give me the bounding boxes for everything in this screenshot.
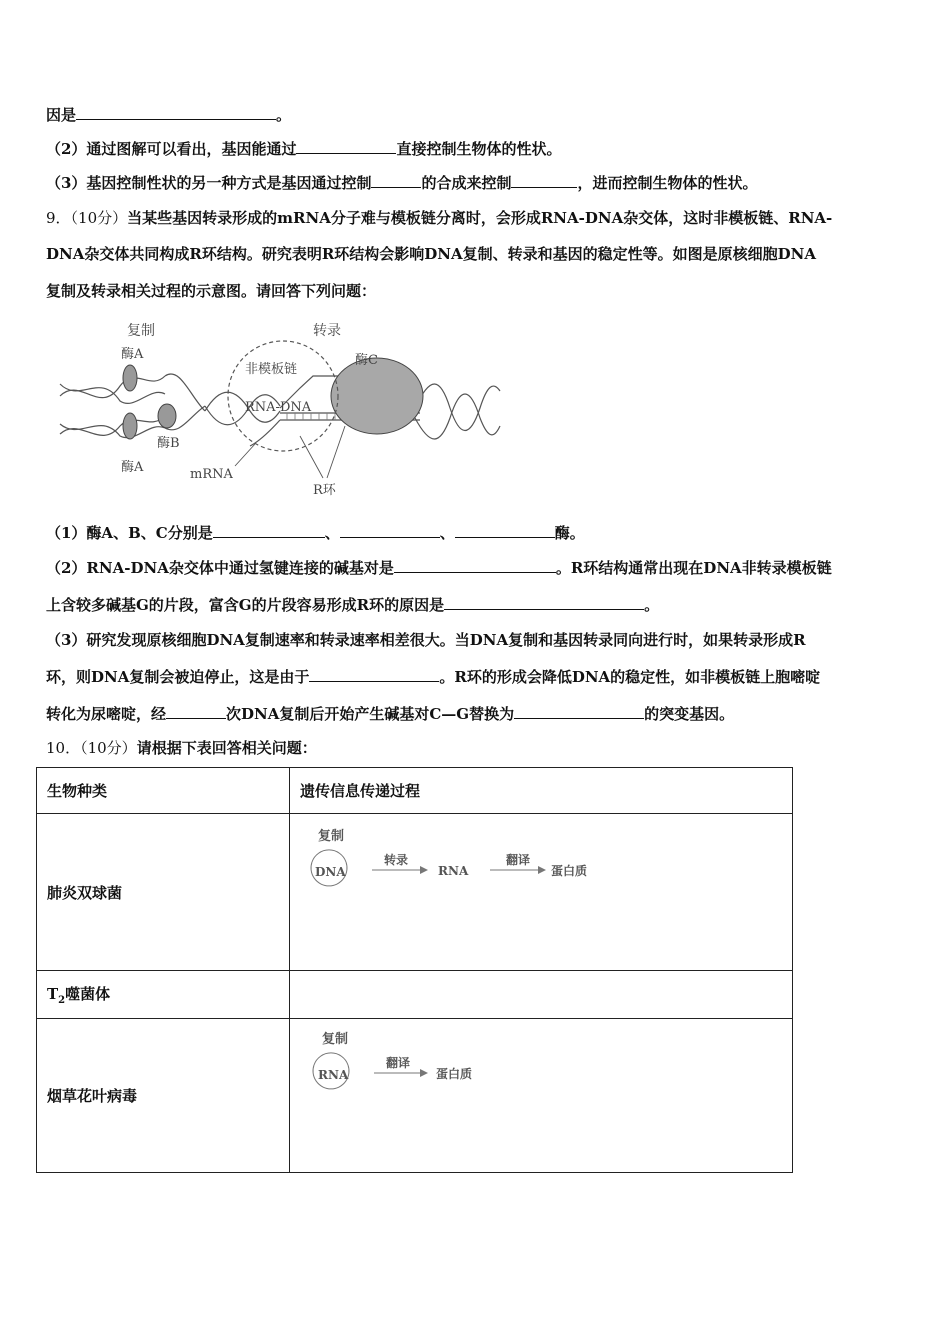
answer-blank[interactable] [76, 105, 276, 120]
table-row [37, 814, 793, 971]
table-header-row [37, 768, 793, 814]
label-enzyme-a-bottom: 酶A [121, 460, 144, 475]
answer-blank[interactable] [514, 704, 644, 719]
label-dna: DNA [315, 865, 346, 879]
answer-blank[interactable] [213, 523, 325, 538]
flow-cell[interactable] [290, 814, 793, 971]
label-transcription: 转录 [313, 323, 341, 339]
label-translate: 翻译 [506, 853, 531, 867]
label-rna: RNA [438, 864, 469, 878]
answer-blank[interactable] [166, 704, 226, 719]
answer-blank[interactable] [394, 558, 556, 573]
table-row [37, 971, 793, 1019]
rna-virus-diagram [290, 1019, 510, 1109]
label-replicate: 复制 [322, 1032, 349, 1047]
organism-cell: 肺炎双球菌 [37, 814, 290, 971]
answer-blank[interactable] [340, 523, 440, 538]
label-r-loop: R环 [313, 483, 336, 498]
q9-sub2-line1: （2）RNA-DNA杂交体中通过氢键连接的碱基对是 。R环结构通常出现在DNA非转录模板链 [46, 559, 832, 577]
column-header-organism: 生物种类 [37, 768, 290, 814]
organism-cell: $T_2$噬菌体 [37, 971, 290, 1019]
q9-sub3-line1: （3）研究发现原核细胞DNA复制速率和转录速率相差很大。当DNA复制和基因转录同向进行时，如果转录形成R [46, 631, 806, 649]
label-enzyme-c: 酶C [355, 353, 378, 368]
enzyme-a-top-shape [123, 365, 137, 391]
q8-sub3: （3）基因控制性状的另一种方式是基因通过控制 的合成来控制 ，进而控制生物体的性状。 [46, 174, 758, 192]
q9-sub2-line2: 上含较多碱基G的片段，富含G的片段容易形成R环的原因是 。 [46, 596, 660, 614]
enzyme-b-shape [158, 404, 176, 428]
central-dogma-diagram [290, 814, 610, 904]
label-replicate: 复制 [318, 829, 345, 844]
q8-sub2: （2）通过图解可以看出，基因能通过 直接控制生物体的性状。 [46, 140, 562, 158]
label-translate: 翻译 [386, 1056, 411, 1070]
table-row [37, 1019, 793, 1173]
organism-cell: 烟草花叶病毒 [37, 1019, 290, 1173]
flow-cell-empty[interactable] [290, 971, 793, 1019]
label-replication: 复制 [127, 323, 155, 339]
answer-blank[interactable] [371, 173, 421, 188]
q8-line-reason: 因是 。 [46, 106, 292, 124]
label-enzyme-a-top: 酶A [121, 347, 144, 362]
label-mrna: mRNA [190, 467, 233, 482]
q9-sub3-line2: 环，则DNA复制会被迫停止，这是由于 。R环的形成会降低DNA的稳定性，如非模板链上胞嘧啶 [46, 668, 821, 686]
question-number: 9．（10分） [46, 209, 128, 227]
q9-sub3-line3: 转化为尿嘧啶，经 次DNA复制后开始产生碱基对C—G替换为 的突变基因。 [46, 705, 735, 723]
dna-replication-transcription-figure [55, 316, 515, 506]
answer-blank[interactable] [444, 595, 644, 610]
q9-sub1: （1）酶A、B、C分别是 、 、 酶。 [46, 524, 585, 542]
answer-blank[interactable] [511, 173, 577, 188]
label-protein: 蛋白质 [436, 1067, 473, 1081]
column-header-flow: 遗传信息传递过程 [290, 768, 793, 814]
answer-blank[interactable] [455, 523, 555, 538]
enzyme-a-bottom-shape [123, 413, 137, 439]
answer-blank[interactable] [296, 139, 396, 154]
q9-intro-line1: 9．（10分）当某些基因转录形成的mRNA分子难与模板链分离时，会形成RNA-DNA杂交体，这时非模板链、RNA- [46, 209, 833, 227]
question-number: 10．（10分） [46, 739, 137, 757]
label-rna: RNA [318, 1068, 349, 1082]
flow-cell[interactable] [290, 1019, 793, 1173]
genetic-info-table [36, 767, 793, 1173]
label-protein: 蛋白质 [551, 864, 588, 878]
q9-intro-line2: DNA杂交体共同构成R环结构。研究表明R环结构会影响DNA复制、转录和基因的稳定性等。如图是原核细胞DNA [46, 245, 817, 263]
q10-intro: 10．（10分）请根据下表回答相关问题： [46, 739, 317, 757]
q9-intro-line3: 复制及转录相关过程的示意图。请回答下列问题： [46, 282, 377, 300]
label-transcribe: 转录 [384, 853, 409, 867]
enzyme-c-shape [331, 358, 423, 434]
r-loop-dashed-circle [228, 341, 338, 451]
label-enzyme-b: 酶B [157, 436, 180, 451]
label-rna-dna: RNA-DNA [245, 400, 312, 415]
label-nontemplate-strand: 非模板链 [245, 362, 298, 377]
answer-blank[interactable] [309, 667, 439, 682]
